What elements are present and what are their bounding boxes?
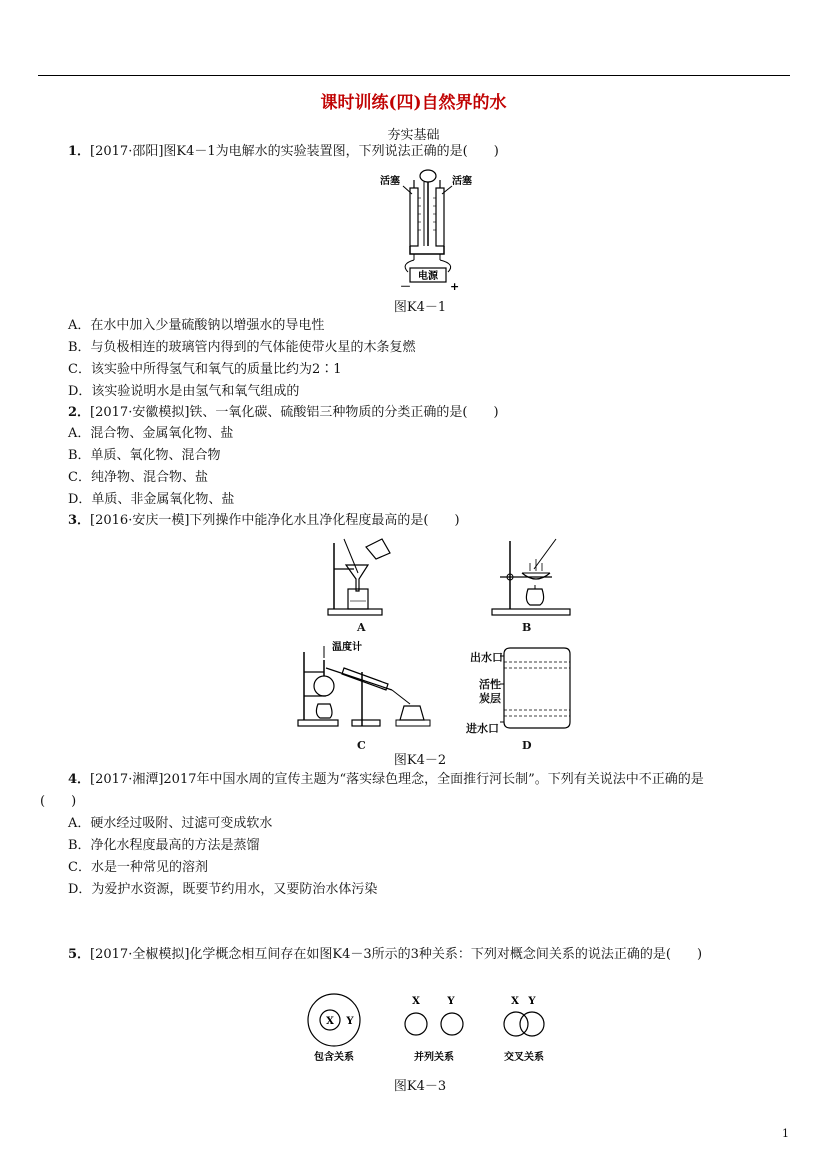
distillation-apparatus-figure bbox=[296, 638, 432, 728]
q4-option-b: B．净化水程度最高的方法是蒸馏 bbox=[68, 838, 260, 853]
question-4 bbox=[68, 771, 704, 789]
parallel-relation-label: 并列关系 bbox=[414, 1052, 454, 1063]
question-number: 3． bbox=[68, 513, 91, 528]
containment-x-label: X bbox=[326, 1016, 334, 1027]
question-stem: [2017·湘潭]2017年中国水周的宣传主题为“落实绿色理念，全面推行河长制”。下列有关说法中不正确的是 bbox=[90, 772, 704, 787]
panel-label-a: A bbox=[357, 621, 366, 634]
question-1 bbox=[68, 143, 499, 161]
figure-caption-k4-2: 图K4－2 bbox=[393, 753, 447, 768]
question-stem: [2016·安庆一模]下列操作中能净化水且净化程度最高的是( ) bbox=[90, 513, 460, 528]
power-source-label: 电源 bbox=[418, 271, 438, 282]
q2-option-c: C．纯净物、混合物、盐 bbox=[68, 470, 208, 485]
question-number: 2． bbox=[68, 405, 91, 420]
question-number: 1． bbox=[68, 144, 91, 159]
question-stem: [2017·全椒模拟]化学概念相互间存在如图K4－3所示的3种关系：下列对概念间关系的说法正确的是( ) bbox=[90, 947, 703, 962]
question-3 bbox=[68, 512, 460, 530]
panel-label-d: D bbox=[522, 739, 532, 752]
page-number: 1 bbox=[782, 1127, 789, 1140]
q1-option-b: B．与负极相连的玻璃管内得到的气体能使带火星的木条复燃 bbox=[68, 340, 416, 355]
right-valve-label: 活塞 bbox=[452, 176, 472, 187]
question-4-blank: ( ) bbox=[40, 794, 77, 809]
evaporation-apparatus-figure bbox=[490, 533, 576, 617]
question-stem: [2017·邵阳]图K4－1为电解水的实验装置图，下列说法正确的是( ) bbox=[90, 144, 499, 159]
q2-option-d: D．单质、非金属氧化物、盐 bbox=[68, 492, 235, 507]
question-stem: [2017·安徽模拟]铁、一氧化碳、硫酸铝三种物质的分类正确的是( ) bbox=[90, 405, 499, 420]
inlet-label: 进水口 bbox=[466, 722, 499, 735]
parallel-y-label: Y bbox=[447, 996, 455, 1007]
electrolysis-apparatus-figure bbox=[378, 166, 478, 294]
panel-label-c: C bbox=[357, 739, 366, 752]
carbon-layer-label-2: 炭层 bbox=[479, 692, 501, 705]
intersection-y-label: Y bbox=[528, 996, 536, 1007]
figure-caption-k4-1: 图K4－1 bbox=[393, 300, 447, 315]
q1-option-d: D．该实验说明水是由氢气和氧气组成的 bbox=[68, 384, 300, 399]
q1-option-a: A．在水中加入少量硫酸钠以增强水的导电性 bbox=[68, 318, 325, 333]
containment-relation-label: 包含关系 bbox=[314, 1052, 354, 1063]
question-2 bbox=[68, 404, 499, 422]
left-valve-label: 活塞 bbox=[380, 176, 400, 187]
intersection-relation-label: 交叉关系 bbox=[504, 1052, 544, 1063]
page-title: 课时训练(四)自然界的水 bbox=[320, 93, 507, 113]
concept-relations-figure bbox=[296, 992, 556, 1068]
positive-terminal-label: + bbox=[450, 280, 460, 293]
negative-terminal-label: － bbox=[400, 280, 411, 293]
question-5 bbox=[68, 946, 702, 964]
thermometer-label: 温度计 bbox=[332, 642, 362, 653]
q4-option-d: D．为爱护水资源，既要节约用水，又要防治水体污染 bbox=[68, 882, 378, 897]
panel-label-b: B bbox=[522, 621, 532, 634]
q4-option-a: A．硬水经过吸附、过滤可变成软水 bbox=[68, 816, 273, 831]
containment-y-label: Y bbox=[346, 1016, 354, 1027]
intersection-x-label: X bbox=[511, 996, 519, 1007]
question-number: 5． bbox=[68, 947, 91, 962]
q2-option-a: A．混合物、金属氧化物、盐 bbox=[68, 426, 234, 441]
carbon-layer-label-1: 活性 bbox=[479, 678, 501, 691]
filtration-apparatus-figure bbox=[326, 533, 406, 617]
question-number: 4． bbox=[68, 772, 91, 787]
section-title: 夯实基础 bbox=[387, 128, 440, 143]
header-rule bbox=[38, 75, 790, 76]
q4-option-c: C．水是一种常见的溶剂 bbox=[68, 860, 208, 875]
figure-caption-k4-3: 图K4－3 bbox=[393, 1079, 447, 1094]
outlet-label: 出水口 bbox=[470, 651, 503, 664]
activated-carbon-purifier-figure bbox=[500, 644, 574, 732]
parallel-x-label: X bbox=[412, 996, 420, 1007]
q1-option-c: C．该实验中所得氢气和氧气的质量比约为2∶1 bbox=[68, 362, 342, 377]
q2-option-b: B．单质、氧化物、混合物 bbox=[68, 448, 221, 463]
